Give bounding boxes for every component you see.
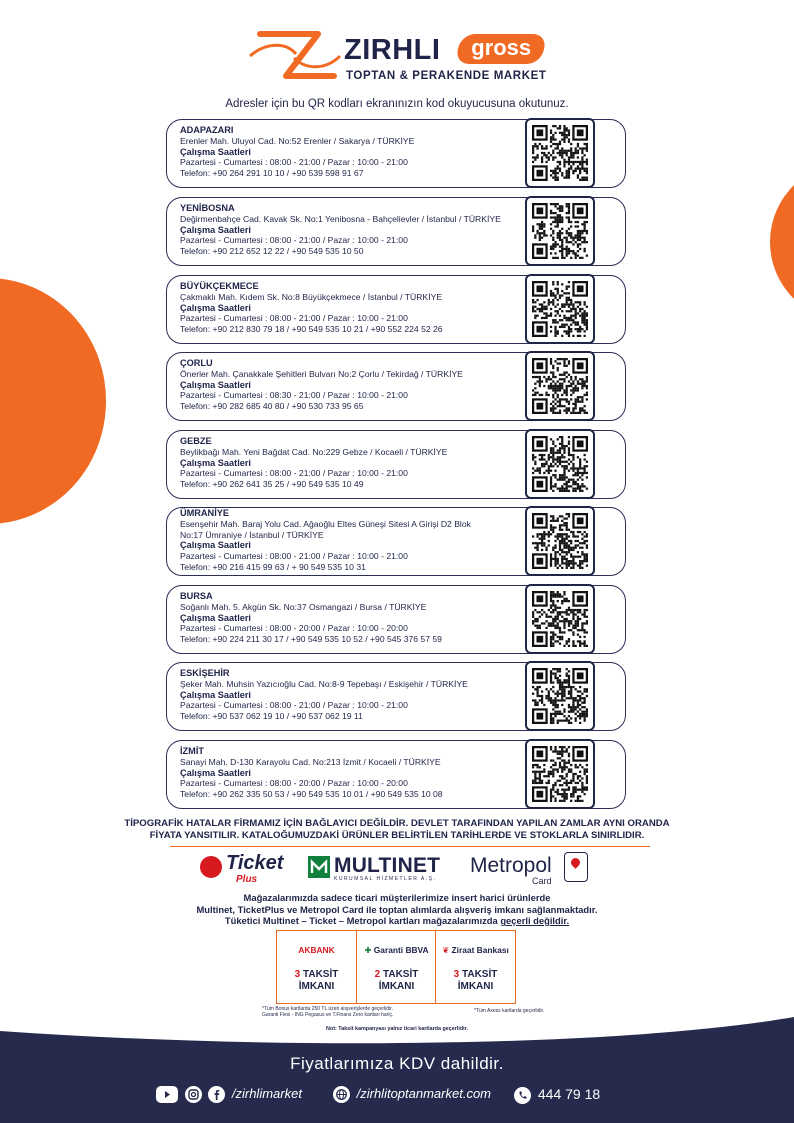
store-address: Soğanlı Mah. 5. Akgün Sk. No:37 Osmangazi / Bursa / TÜRKİYE [180,601,427,612]
store-qr-code[interactable] [525,429,595,499]
instagram-icon[interactable] [185,1086,202,1103]
store-qr-code[interactable] [525,661,595,731]
qr-code-icon [532,668,588,724]
qr-instruction: Adresler için bu QR kodları ekranınızın kod okuyucusuna okutunuz. [225,98,569,110]
brand-name: ZIRHLI [344,34,441,66]
store-phone[interactable]: Telefon: +90 224 211 30 17 / +90 549 535 10 52 / +90 545 376 57 59 [180,634,442,645]
qr-code-icon [532,281,588,337]
store-phone[interactable]: Telefon: +90 212 652 12 22 / +90 549 535 10 50 [180,246,364,257]
installment-label: 2 TAKSİT İMKANI [374,969,419,992]
hours-label: Çalışma Saatleri [180,302,251,313]
multinet-mark-icon [308,856,330,878]
store-qr-code[interactable] [525,118,595,188]
store-name: İZMİT [180,746,204,756]
store-qr-code[interactable] [525,739,595,809]
store-address: Sanayi Mah. D-130 Karayolu Cad. No:213 İzmit / Kocaeli / TÜRKİYE [180,756,441,767]
store-phone[interactable]: Telefon: +90 537 062 19 10 / +90 537 062 19 11 [180,711,363,722]
partner-info [0,892,794,927]
store-phone[interactable]: Telefon: +90 282 685 40 80 / +90 530 733 95 65 [180,401,364,412]
decorative-circle-left [0,278,106,524]
store-name: ÜMRANİYE [180,508,230,518]
store-qr-code[interactable] [525,351,595,421]
fineprint-note: Not: Taksit kampanyası yalnız ticari kartlarda geçerlidir. [326,1026,468,1032]
vat-notice: Fiyatlarımıza KDV dahildir. [290,1054,504,1073]
store-address: Çakmaklı Mah. Kıdem Sk. No:8 Büyükçekmece / İstanbul / TÜRKİYE [180,291,443,302]
store-phone[interactable]: Telefon: +90 262 641 35 25 / +90 549 535 10 49 [180,479,364,490]
phone-icon [514,1087,531,1104]
qr-code-icon [532,358,588,414]
store-card [166,740,626,809]
installment-label: 3 TAKSİT İMKANI [453,969,498,992]
info-line: Multinet, TicketPlus ve Metropol Card ile toptan alımlarda alışveriş imkanı sağlanmaktadır. [196,903,598,915]
store-hours: Pazartesi - Cumartesi : 08:30 - 21:00 / Pazar : 10:00 - 21:00 [180,390,408,401]
store-qr-code[interactable] [525,506,595,576]
store-phone[interactable]: Telefon: +90 212 830 79 18 / +90 549 535 10 21 / +90 552 224 52 26 [180,324,443,335]
divider [170,846,650,847]
store-address: Değirmenbahçe Cad. Kavak Sk. No:1 Yenibosna - Bahçelievler / İstanbul / TÜRKİYE [180,213,501,224]
store-address: Önerler Mah. Çanakkale Şehitleri Bulvarı No:2 Çorlu / Tekirdağ / TÜRKİYE [180,368,463,379]
store-hours: Pazartesi - Cumartesi : 08:00 - 21:00 / Pazar : 10:00 - 21:00 [180,313,408,324]
hours-label: Çalışma Saatleri [180,767,251,778]
store-qr-code[interactable] [525,584,595,654]
store-name: ÇORLU [180,358,213,368]
metropol-word: Metropol [470,854,552,877]
store-card [166,352,626,421]
store-hours: Pazartesi - Cumartesi : 08:00 - 20:00 / Pazar : 10:00 - 20:00 [180,778,408,789]
store-address: Beylikbağı Mah. Yeni Bağdat Cad. No:229 Gebze / Kocaeli / TÜRKİYE [180,446,448,457]
store-name: ADAPAZARI [180,125,234,135]
zirhli-logo-mark-icon [246,24,344,86]
store-hours: Pazartesi - Cumartesi : 08:00 - 21:00 / Pazar : 10:00 - 21:00 [180,235,408,246]
store-card [166,119,626,188]
store-name: GEBZE [180,436,212,446]
store-hours: Pazartesi - Cumartesi : 08:00 - 21:00 / Pazar : 10:00 - 21:00 [180,157,408,168]
bank-name: ❦ Ziraat Bankası [442,945,509,955]
store-address-line-2: No:17 Ümraniye / İstanbul / TÜRKİYE [180,529,324,540]
installment-label: 3 TAKSİT İMKANI [294,969,339,992]
info-line: Tüketici Multinet – Ticket – Metropol kartları mağazalarımızda geçerli değildir. [224,915,570,926]
store-card [166,197,626,266]
store-card [166,507,626,576]
metropol-sub: Card [532,876,552,886]
store-name: BURSA [180,591,213,601]
store-hours: Pazartesi - Cumartesi : 08:00 - 21:00 / Pazar : 10:00 - 21:00 [180,700,408,711]
metropol-card-logo [470,852,590,890]
hours-label: Çalışma Saatleri [180,689,251,700]
bank-offer-ziraat [435,931,515,1003]
store-card [166,430,626,499]
bank-name: ✚ Garanti BBVA [364,945,429,955]
store-name: BÜYÜKÇEKMECE [180,281,259,291]
ticket-word: Ticket [226,852,284,874]
info-line: Mağazalarımızda sadece ticari müşterilerimize insert harici ürünlerde [243,892,551,903]
phone-link[interactable] [514,1084,600,1104]
store-qr-code[interactable] [525,274,595,344]
website-url[interactable]: /zirhlitoptanmarket.com [356,1086,492,1101]
bank-name: AKBANK [298,945,335,955]
youtube-icon[interactable] [156,1086,178,1103]
hours-label: Çalışma Saatleri [180,457,251,468]
multinet-logo [308,856,458,886]
location-pin-icon [564,852,588,882]
hours-label: Çalışma Saatleri [180,612,251,623]
installment-offers [276,930,516,1004]
hours-label: Çalışma Saatleri [180,540,251,551]
phone-number[interactable]: 444 79 18 [537,1086,601,1102]
decorative-circle-right [770,158,794,326]
brand-tagline: TOPTAN & PERAKENDE MARKET [346,70,547,82]
store-hours: Pazartesi - Cumartesi : 08:00 - 21:00 / Pazar : 10:00 - 21:00 [180,468,408,479]
store-hours: Pazartesi - Cumartesi : 08:00 - 21:00 / Pazar : 10:00 - 21:00 [180,551,408,562]
social-links[interactable] [156,1084,302,1104]
legal-disclaimer [0,818,794,843]
ticket-plus-logo [200,850,300,890]
bank-offer-akbank [277,931,356,1003]
multinet-word: MULTINET [334,854,441,877]
bank-offer-garanti [356,931,436,1003]
hours-label: Çalışma Saatleri [180,146,251,157]
store-hours: Pazartesi - Cumartesi : 08:00 - 20:00 / Pazar : 10:00 - 20:00 [180,623,408,634]
store-card [166,662,626,731]
qr-code-icon [532,125,588,181]
store-qr-code[interactable] [525,196,595,266]
fineprint-bonus: *Tüm Bonus kartlarda 250 TL üzeri alışverişlerde geçerlidir. Garanti Flexi - ING Pegasus ve T.Finans Zero kartları hariç. [262,1006,394,1018]
social-handle[interactable]: /zirhlimarket [231,1086,302,1101]
fineprint-axess: *Tüm Axess kartlarda geçerlidir. [474,1008,545,1014]
store-name: YENİBOSNA [180,203,235,213]
store-phone[interactable]: Telefon: +90 216 415 99 63 / + 90 549 535 10 31 [180,561,366,572]
disclaimer-line: FİYATA YANSITILIR. KATALOĞUMUZDAKİ ÜRÜNLER BELİRTİLEN TARİHLERDE VE STOKLARLA SINIRLIDIR. [149,830,645,842]
store-address: Esenşehir Mah. Baraj Yolu Cad. Ağaoğlu Eltes Güneşi Sitesi A Girişi D2 Blok [180,518,471,529]
qr-code-icon [532,203,588,259]
ticket-dot-icon [200,856,222,878]
facebook-icon[interactable] [208,1086,225,1103]
qr-code-icon [532,436,588,492]
store-address: Şeker Mah. Muhsin Yazıcıoğlu Cad. No:8-9 Tepebaşı / Eskişehir / TÜRKİYE [180,678,468,689]
store-name: ESKİŞEHİR [180,668,230,678]
store-phone[interactable]: Telefon: +90 262 335 50 53 / +90 549 535 10 01 / +90 549 535 10 08 [180,789,443,800]
qr-code-icon [532,591,588,647]
store-card [166,275,626,344]
store-address: Erenler Mah. Uluyol Cad. No:52 Erenler / Sakarya / TÜRKİYE [180,135,415,146]
multinet-sub: KURUMSAL HİZMETLER A.Ş. [334,876,437,882]
qr-code-icon [532,746,588,802]
disclaimer-line: TİPOGRAFİK HATALAR FİRMAMIZ İÇİN BAĞLAYICI DEĞİLDİR. DEVLET TARAFINDAN YAPILAN ZAMLAR AYNI ORANDA [124,818,670,829]
brand-logo [246,24,556,94]
website-link[interactable] [333,1084,491,1104]
store-card [166,585,626,654]
hours-label: Çalışma Saatleri [180,224,251,235]
brand-suffix-badge: gross [455,34,547,64]
ticket-sub: Plus [236,874,258,885]
globe-icon [333,1086,350,1103]
hours-label: Çalışma Saatleri [180,379,251,390]
store-phone[interactable]: Telefon: +90 264 291 10 10 / +90 539 598 91 67 [180,168,364,179]
qr-code-icon [532,513,588,569]
